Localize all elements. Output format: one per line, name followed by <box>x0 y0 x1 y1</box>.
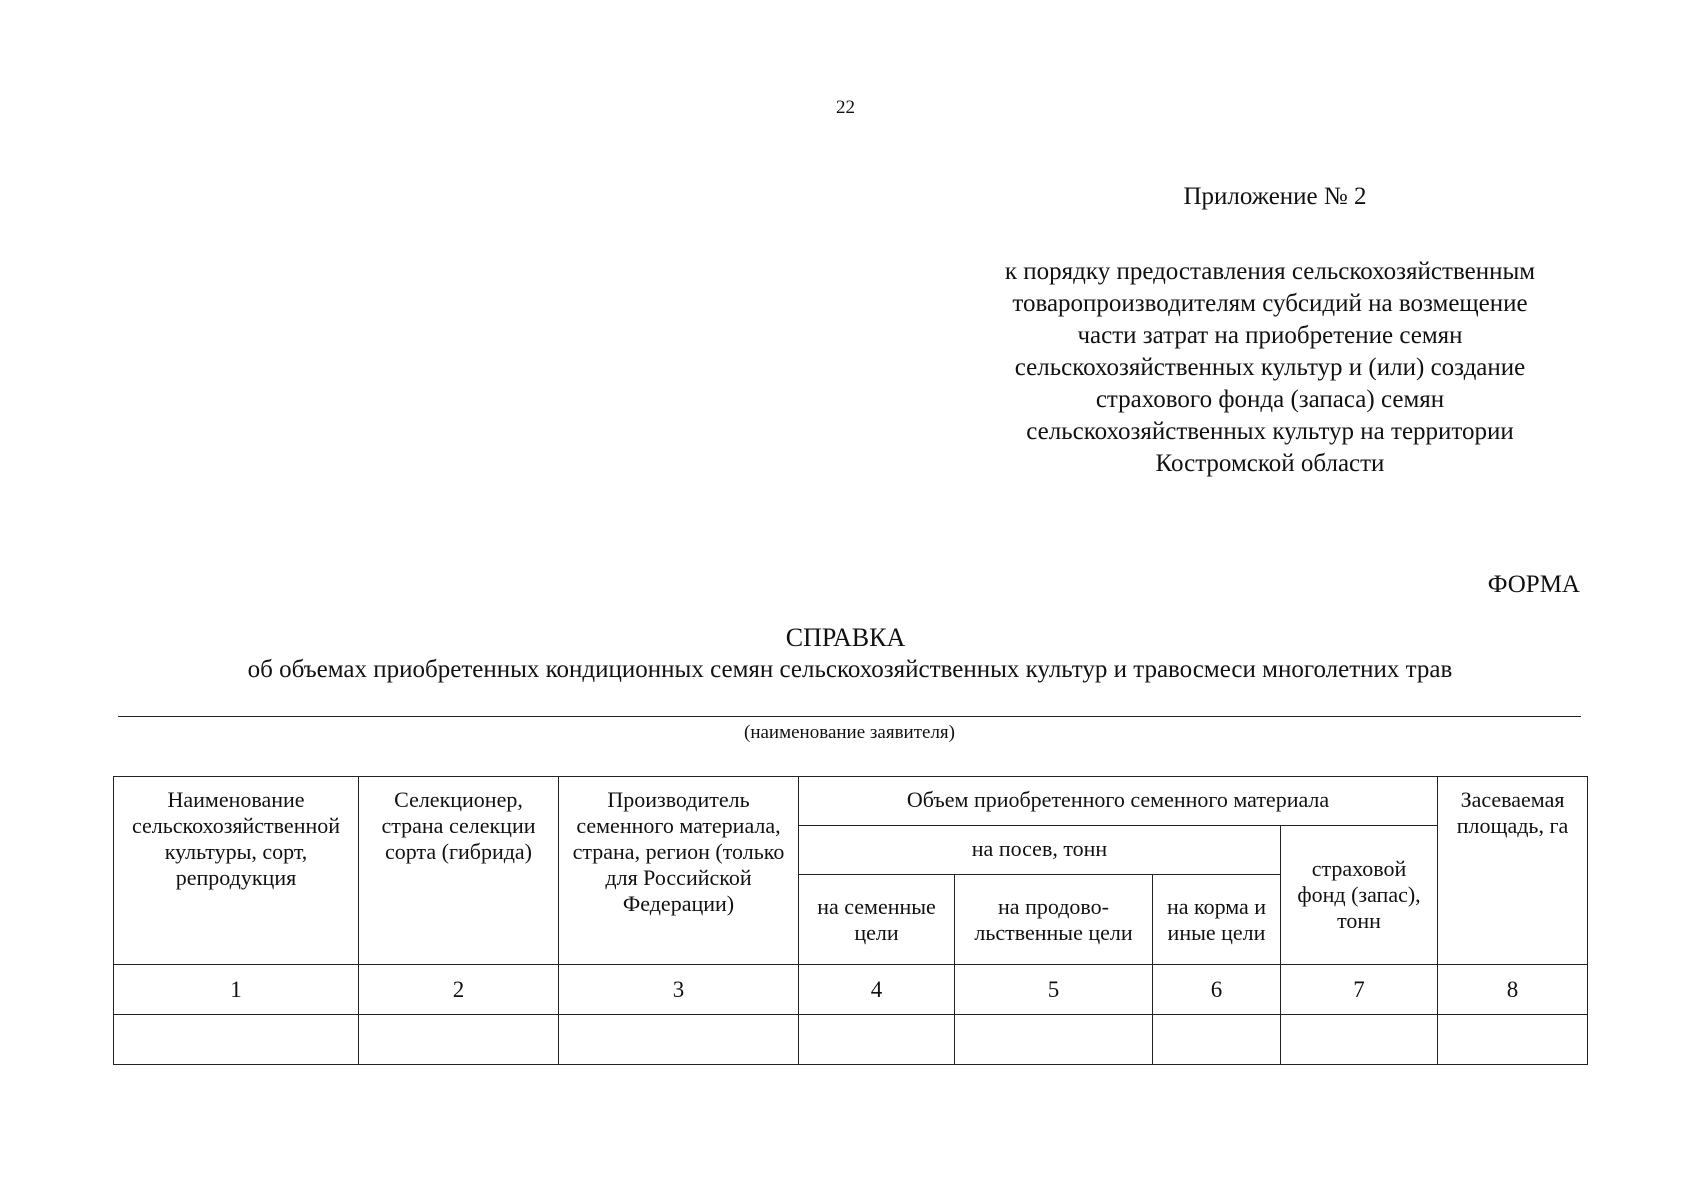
annex-line: товаропроизводителям субсидий на возмещение <box>1012 290 1528 317</box>
header-sown-area: Засеваемая площадь, га <box>1438 777 1588 965</box>
document-subtitle: об объемах приобретенных кондиционных семян сельскохозяйственных культур и травосмеси многолетних трав <box>247 656 1453 683</box>
annex-line: к порядку предоставления сельскохозяйственным <box>1004 258 1536 285</box>
column-number: 3 <box>559 965 799 1015</box>
empty-cell <box>114 1015 359 1065</box>
header-seed-purpose: на семенные цели <box>799 875 955 965</box>
annex-line: части затрат на приобретение семян <box>1077 322 1463 349</box>
header-volume-group: Объем приобретенного семенного материала <box>799 777 1438 826</box>
header-sowing-group: на посев, тонн <box>799 826 1281 875</box>
header-producer: Производитель семенного материала, страна, регион (только для Российской Федерации) <box>559 777 799 965</box>
header-food-purpose: на продово-льственные цели <box>955 875 1153 965</box>
empty-cell <box>799 1015 955 1065</box>
table-row <box>114 1015 1588 1065</box>
empty-cell <box>955 1015 1153 1065</box>
column-number: 2 <box>359 965 559 1015</box>
header-feed-purpose: на корма и иные цели <box>1153 875 1281 965</box>
seed-volume-table <box>113 776 1588 1065</box>
header-crop-name: Наименование сельскохозяйственной культуры, сорт, репродукция <box>114 777 359 965</box>
column-number: 5 <box>955 965 1153 1015</box>
applicant-caption: (наименование заявителя) <box>744 722 955 743</box>
column-number: 4 <box>799 965 955 1015</box>
applicant-name-line <box>118 716 1581 717</box>
column-number: 8 <box>1438 965 1588 1015</box>
column-number: 7 <box>1281 965 1438 1015</box>
document-title: СПРАВКА <box>785 623 906 652</box>
empty-cell <box>1438 1015 1588 1065</box>
empty-cell <box>359 1015 559 1065</box>
annex-line: сельскохозяйственных культур на территории <box>1026 418 1514 445</box>
form-label: ФОРМА <box>1487 571 1580 598</box>
empty-cell <box>1281 1015 1438 1065</box>
annex-line: страхового фонда (запаса) семян <box>1095 386 1445 413</box>
page-number: 22 <box>836 97 855 118</box>
column-number: 6 <box>1153 965 1281 1015</box>
annex-description <box>960 256 1580 480</box>
empty-cell <box>559 1015 799 1065</box>
header-insurance-fund: страховой фонд (запас), тонн <box>1281 826 1438 965</box>
annex-line: сельскохозяйственных культур и (или) создание <box>1014 354 1526 381</box>
header-breeder: Селекционер, страна селекции сорта (гибрида) <box>359 777 559 965</box>
column-number: 1 <box>114 965 359 1015</box>
annex-title: Приложение № 2 <box>1183 183 1367 210</box>
empty-cell <box>1153 1015 1281 1065</box>
annex-line: Костромской области <box>1155 450 1385 477</box>
